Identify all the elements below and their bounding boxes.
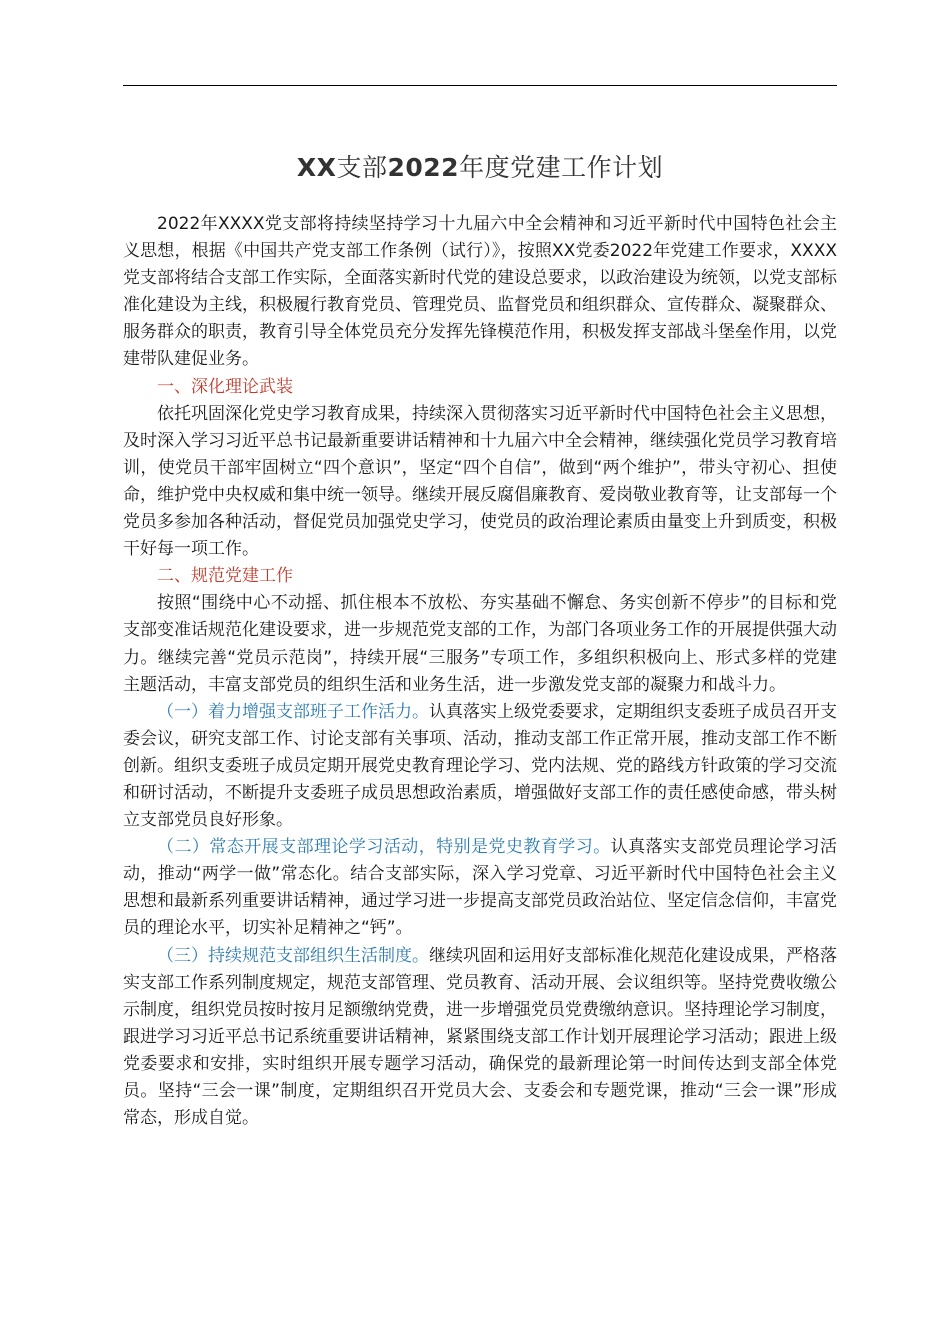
- page-title: [123, 150, 837, 186]
- title-part-c: 2022: [387, 153, 460, 182]
- section-heading-1: 一、深化理论武装: [157, 376, 293, 397]
- subsection-text-1: 认真落实上级党委要求，定期组织支委班子成员召开支委会议，研究支部工作、讨论支部有关事项、活动，推动支部工作正常开展，推动支部工作不断创新。组织支委班子成员定期开展党史教育理论学习、党内法规、党的路线方针政策的学习交流和研讨活动，不断提升支委班子成员思想政治素质，增强做好支部工作的责任感使命感，带头树立支部党员良好形象。: [123, 701, 837, 831]
- subsection-3: [123, 943, 837, 1133]
- subsection-lead-1: （一）着力增强支部班子工作活力。: [157, 701, 429, 722]
- title-part-a: XX: [296, 153, 337, 182]
- subsection-1: [123, 699, 837, 834]
- subsection-text-2: 认真落实支部党员理论学习活动，推动“两学一做”常态化。结合支部实际，深入学习党章、习近平新时代中国特色社会主义思想和最新系列重要讲话精神，通过学习进一步提高支部党员政治站位、坚定信念信仰，丰富党员的理论水平，切实补足精神之“钙”。: [123, 837, 838, 939]
- subsection-lead-2: （二）常态开展支部理论学习活动，特别是党史教育学习。: [157, 837, 611, 858]
- title-part-d: 年度党建工作计划: [459, 153, 664, 182]
- header-rule: [123, 85, 837, 86]
- subsection-text-3: 继续巩固和运用好支部标准化规范化建设成果，严格落实支部工作系列制度规定，规范支部管理、党员教育、活动开展、会议组织等。坚持党费收缴公示制度，组织党员按时按月足额缴纳党费，进一步增强党员党费缴纳意识。坚持理论学习制度，跟进学习习近平总书记系统重要讲话精神，紧紧围绕支部工作计划开展理论学习活动；跟进上级党委要求和安排，实时组织开展专题学习活动，确保党的最新理论第一时间传达到支部全体党员。坚持“三会一课”制度，定期组织召开党员大会、支委会和专题党课，推动“三会一课”形成常态，形成自觉。: [123, 945, 837, 1129]
- subsection-lead-3: （三）持续规范支部组织生活制度。: [157, 945, 429, 966]
- section-heading-2: 二、规范党建工作: [157, 566, 293, 587]
- title-part-b: 支部: [336, 153, 388, 182]
- intro-paragraph: 2022年XXXX党支部将持续坚持学习十九届六中全会精神和习近平新时代中国特色社会主义思想，根据《中国共产党支部工作条例（试行）》，按照XX党委2022年党建工作要求，XXXX党支部将结合支部工作实际，全面落实新时代党的建设总要求，以政治建设为统领，以党支部标准化建设为主线，积极履行教育党员、管理党员、监督党员和组织群众、宣传群众、凝聚群众、服务群众的职责，教育引导全体党员充分发挥先锋模范作用，积极发挥支部战斗堡垒作用，以党建带队建促业务。: [123, 214, 837, 370]
- document-body: [123, 211, 837, 1132]
- section-paragraph-2: 按照“围绕中心不动摇、抓住根本不放松、夯实基础不懈怠、务实创新不停步”的目标和党支部变准话规范化建设要求，进一步规范党支部的工作，为部门各项业务工作的开展提供强大动力。继续完善“党员示范岗”，持续开展“三服务”专项工作，多组织积极向上、形式多样的党建主题活动，丰富支部党员的组织生活和业务生活，进一步激发党支部的凝聚力和战斗力。: [123, 593, 837, 695]
- subsection-2: [123, 834, 837, 942]
- section-paragraph-1: 依托巩固深化党史学习教育成果，持续深入贯彻落实习近平新时代中国特色社会主义思想，及时深入学习习近平总书记最新重要讲话精神和十九届六中全会精神，继续强化党员学习教育培训，使党员干部牢固树立“四个意识”，坚定“四个自信”，做到“两个维护”，带头守初心、担使命，维护党中央权威和集中统一领导。继续开展反腐倡廉教育、爱岗敬业教育等，让支部每一个党员多参加各种活动，督促党员加强党史学习，使党员的政治理论素质由量变上升到质变，积极干好每一项工作。: [123, 403, 837, 560]
